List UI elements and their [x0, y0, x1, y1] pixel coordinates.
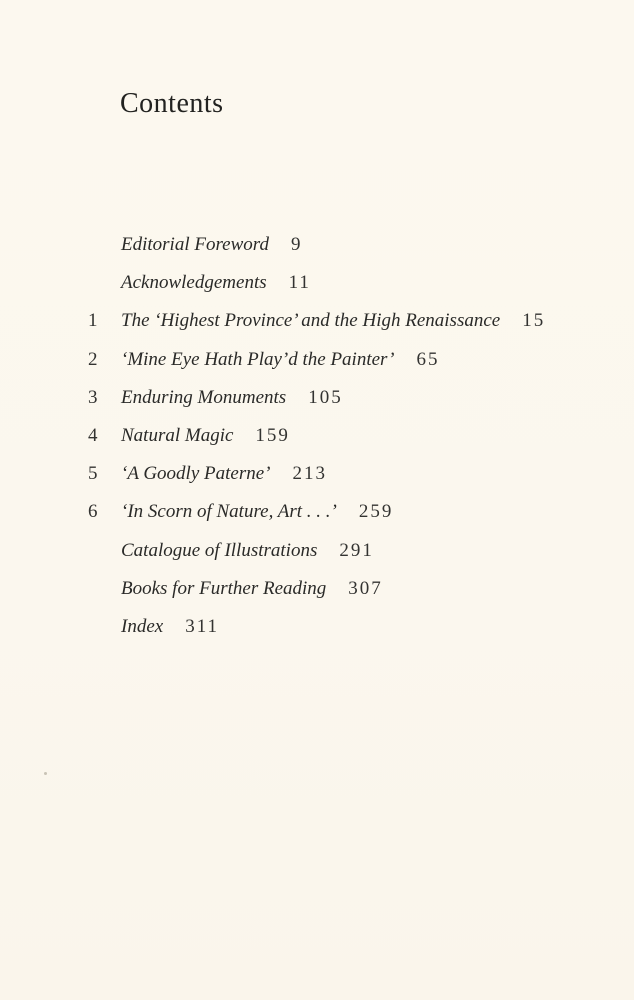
entry-page-number: 311	[185, 615, 219, 637]
toc-entry-chapter-1	[0, 304, 634, 342]
chapter-number: 3	[88, 386, 98, 408]
entry-page-number: 65	[416, 348, 440, 370]
chapter-number: 5	[88, 463, 98, 485]
toc-entry-catalogue	[0, 534, 634, 572]
table-of-contents	[0, 228, 634, 648]
toc-entry-text	[121, 457, 327, 491]
chapter-number: 1	[88, 310, 98, 332]
toc-entry-chapter-4	[0, 419, 634, 457]
entry-page-number: 291	[339, 539, 374, 561]
entry-page-number: 159	[255, 424, 290, 446]
entry-page-number: 259	[358, 501, 394, 523]
entry-title: Books for Further Reading	[121, 577, 327, 599]
toc-entry-text	[121, 572, 383, 606]
chapter-number: 6	[88, 501, 98, 523]
toc-entry-editorial-foreword	[0, 228, 634, 266]
toc-entry-text	[121, 534, 374, 568]
toc-entry-acknowledgements	[0, 266, 634, 304]
paper-speck	[44, 772, 47, 775]
toc-entry-chapter-2	[0, 343, 634, 381]
entry-title: ‘In Scorn of Nature, Art . . .’	[121, 501, 337, 523]
toc-entry-text	[121, 304, 545, 338]
entry-page-number: 213	[292, 463, 327, 485]
toc-entry-text	[121, 419, 290, 453]
entry-title: Editorial Foreword	[121, 234, 269, 255]
toc-entry-text	[121, 495, 393, 529]
toc-entry-text	[121, 343, 439, 377]
entry-page-number: 15	[522, 310, 546, 332]
entry-title: ‘Mine Eye Hath Play’d the Painter’	[121, 348, 395, 370]
entry-page-number: 105	[308, 386, 343, 408]
toc-entry-text	[121, 266, 311, 300]
toc-entry-text	[121, 381, 343, 415]
entry-title: Index	[121, 615, 164, 637]
toc-entry-chapter-6	[0, 495, 634, 533]
chapter-number: 4	[88, 424, 98, 446]
entry-title: Acknowledgements	[121, 272, 267, 294]
entry-title: Enduring Monuments	[121, 386, 287, 408]
entry-page-number: 307	[348, 577, 383, 599]
toc-entry-further-reading	[0, 572, 634, 610]
toc-entry-text	[121, 228, 302, 262]
page-title: Contents	[120, 88, 224, 119]
entry-title: Natural Magic	[121, 424, 234, 446]
entry-title: Catalogue of Illustrations	[121, 539, 318, 561]
toc-entry-index	[0, 610, 634, 648]
chapter-number: 2	[88, 348, 98, 370]
toc-entry-chapter-3	[0, 381, 634, 419]
toc-entry-text	[121, 610, 219, 644]
entry-title: ‘A Goodly Paterne’	[121, 463, 271, 485]
entry-page-number: 11	[288, 272, 311, 294]
entry-title: The ‘Highest Province’ and the High Renaissance	[121, 310, 501, 332]
toc-entry-chapter-5	[0, 457, 634, 495]
entry-page-number: 9	[290, 234, 303, 255]
